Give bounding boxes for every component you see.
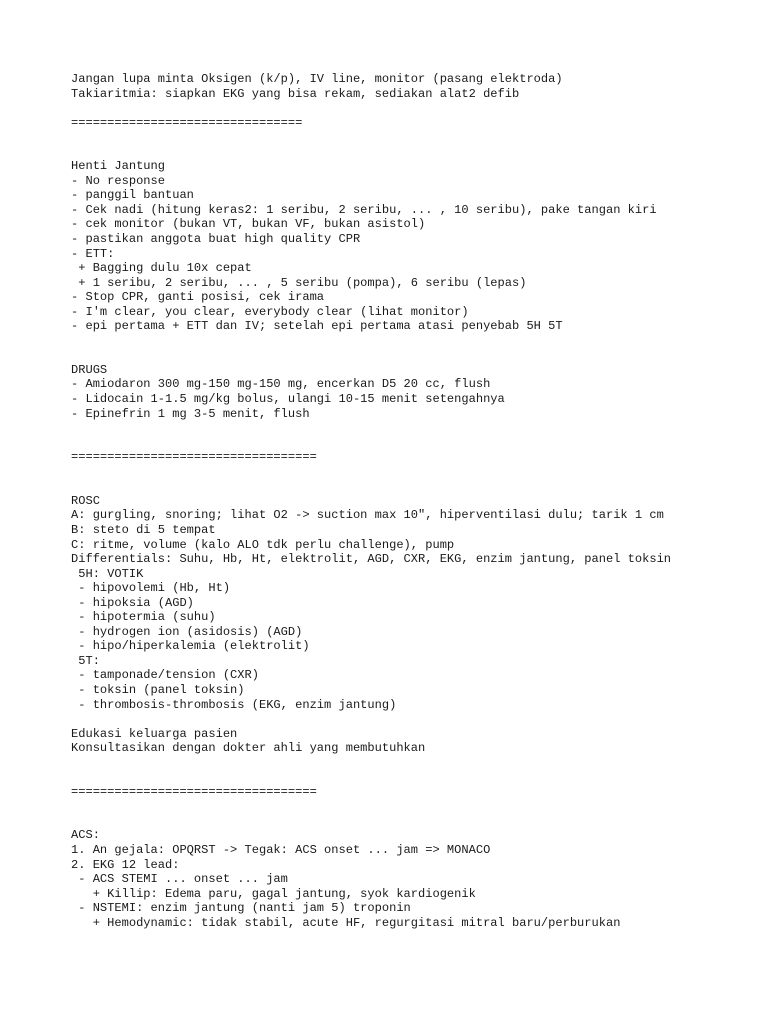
sub-list-item: - thrombosis-thrombosis (EKG, enzim jantung): [71, 697, 397, 712]
sub-list-item: - hydrogen ion (asidosis) (AGD): [71, 624, 303, 639]
sub-list-item: - tamponade/tension (CXR): [71, 668, 259, 683]
sub-list-item: - hipo/hiperkalemia (elektrolit): [71, 639, 310, 654]
sub-list-item: - NSTEMI: enzim jantung (nanti jam 5) troponin: [71, 901, 411, 916]
blank-line: [71, 436, 751, 451]
list-item: 2. EKG 12 lead:: [71, 857, 180, 872]
sub-list-item: - hipotermia (suhu): [71, 610, 216, 625]
sub-list-item: + Hemodynamic: tidak stabil, acute HF, regurgitasi mitral baru/perburukan: [71, 915, 621, 930]
sub-list-item: + Killip: Edema paru, gagal jantung, syok kardiogenik: [71, 886, 476, 901]
list-item: - epi pertama + ETT dan IV; setelah epi pertama atasi penyebab 5H 5T: [71, 319, 563, 334]
list-item: - cek monitor (bukan VT, bukan VF, bukan asistol): [71, 217, 426, 232]
section-divider: ==================================: [71, 784, 317, 799]
sub-list-item: - hipovolemi (Hb, Ht): [71, 581, 231, 596]
note-line: Konsultasikan dengan dokter ahli yang membutuhkan: [71, 741, 426, 756]
note-line: Edukasi keluarga pasien: [71, 726, 238, 741]
blank-line: [71, 421, 751, 436]
list-item: - Amiodaron 300 mg-150 mg-150 mg, encerkan D5 20 cc, flush: [71, 377, 491, 392]
sub-list-item: + Bagging dulu 10x cepat: [71, 261, 252, 276]
note-line: Jangan lupa minta Oksigen (k/p), IV line, monitor (pasang elektroda): [71, 72, 563, 86]
note-line: C: ritme, volume (kalo ALO tdk perlu challenge), pump: [71, 537, 455, 552]
blank-line: [71, 799, 751, 814]
note-line: A: gurgling, snoring; lihat O2 -> suction max 10", hiperventilasi dulu; tarik 1 cm: [71, 508, 664, 523]
blank-line: [71, 770, 751, 785]
list-item: - panggil bantuan: [71, 188, 194, 203]
blank-line: [71, 465, 751, 480]
list-item: - pastikan anggota buat high quality CPR: [71, 232, 361, 247]
blank-line: [71, 348, 751, 363]
blank-line: [71, 334, 751, 349]
blank-line: [71, 145, 751, 160]
section-heading-drugs: DRUGS: [71, 362, 108, 377]
sub-list-item: + 1 seribu, 2 seribu, ... , 5 seribu (pompa), 6 seribu (lepas): [71, 275, 527, 290]
list-item: 1. An gejala: OPQRST -> Tegak: ACS onset ... jam => MONACO: [71, 842, 491, 857]
section-divider: ================================: [71, 115, 303, 130]
sub-heading: 5T:: [71, 653, 100, 668]
sub-list-item: - toksin (panel toksin): [71, 682, 245, 697]
blank-line: [71, 814, 751, 829]
blank-line: [71, 756, 751, 771]
list-item: - Stop CPR, ganti posisi, cek irama: [71, 290, 325, 305]
blank-line: [71, 130, 751, 145]
note-line: B: steto di 5 tempat: [71, 522, 216, 537]
list-item: - I'm clear, you clear, everybody clear (lihat monitor): [71, 304, 469, 319]
list-item: - Epinefrin 1 mg 3-5 menit, flush: [71, 406, 310, 421]
sub-heading: 5H: VOTIK: [71, 566, 144, 581]
section-divider: ==================================: [71, 450, 317, 465]
list-item: - No response: [71, 173, 165, 188]
blank-line: [71, 101, 751, 116]
note-line: Differentials: Suhu, Hb, Ht, elektrolit, AGD, CXR, EKG, enzim jantung, panel toksin: [71, 552, 672, 567]
section-heading-acs: ACS:: [71, 828, 100, 843]
list-item: - ETT:: [71, 246, 115, 261]
section-heading-rosc: ROSC: [71, 493, 100, 508]
list-item: - Lidocain 1-1.5 mg/kg bolus, ulangi 10-15 menit setengahnya: [71, 392, 505, 407]
blank-line: [71, 479, 751, 494]
blank-line: [71, 712, 751, 727]
sub-list-item: - hipoksia (AGD): [71, 595, 194, 610]
list-item: - Cek nadi (hitung keras2: 1 seribu, 2 seribu, ... , 10 seribu), pake tangan kiri: [71, 202, 657, 217]
note-line: Takiaritmia: siapkan EKG yang bisa rekam, sediakan alat2 defib: [71, 86, 520, 101]
document-page: [71, 72, 751, 930]
sub-list-item: - ACS STEMI ... onset ... jam: [71, 872, 288, 887]
section-heading-henti-jantung: Henti Jantung: [71, 159, 165, 174]
